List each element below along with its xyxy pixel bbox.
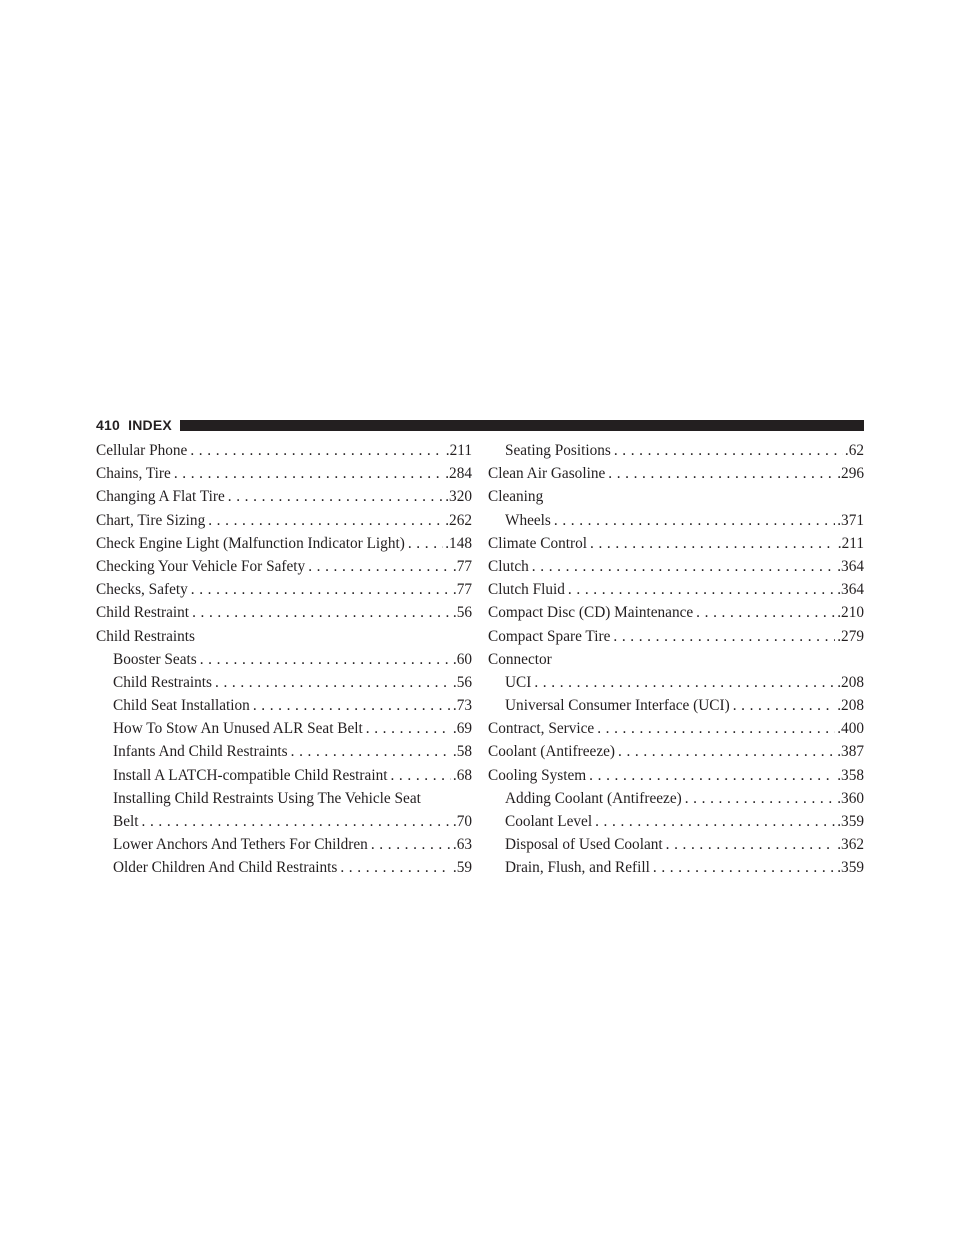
index-term: Child Restraint xyxy=(96,604,190,622)
index-page-ref: .208 xyxy=(837,673,864,691)
index-subentry xyxy=(96,694,472,717)
index-term: Coolant Level xyxy=(505,813,593,830)
index-term: Contract, Service xyxy=(488,720,595,738)
index-page-ref: .359 xyxy=(837,813,864,830)
index-term: Belt xyxy=(113,813,139,830)
index-term: Child Seat Installation xyxy=(113,697,250,715)
index-page-ref: .400 xyxy=(837,720,864,738)
dot-leader xyxy=(174,462,443,485)
index-entry xyxy=(96,462,472,485)
dot-leader xyxy=(215,671,451,694)
index-subentry xyxy=(488,810,864,833)
page-header-label xyxy=(96,417,172,433)
dot-leader xyxy=(408,532,443,555)
index-entry xyxy=(488,578,864,601)
dot-leader xyxy=(568,578,835,601)
index-page-ref: .210 xyxy=(837,604,864,622)
index-entry xyxy=(96,509,472,532)
index-term: Cleaning xyxy=(488,488,544,506)
dot-leader xyxy=(340,856,451,879)
index-page-ref: .56 xyxy=(452,673,472,691)
dot-leader xyxy=(371,833,451,856)
index-term: Changing A Flat Tire xyxy=(96,488,225,506)
index-page-ref: .211 xyxy=(837,534,864,552)
index-term: Climate Control xyxy=(488,534,587,552)
dot-leader xyxy=(685,787,836,810)
index-term: Check Engine Light (Malfunction Indicator Light) xyxy=(96,534,405,552)
dot-leader xyxy=(142,810,451,833)
index-subentry xyxy=(96,810,472,833)
index-term: Chart, Tire Sizing xyxy=(96,511,206,529)
index-term: Installing Child Restraints Using The Vehicle Seat xyxy=(113,789,421,807)
index-term: Wheels xyxy=(505,511,551,529)
dot-leader xyxy=(308,555,451,578)
dot-leader xyxy=(366,717,451,740)
index-page-ref: .364 xyxy=(837,557,864,575)
index-page-ref: .73 xyxy=(452,697,472,715)
index-subentry xyxy=(488,694,864,717)
index-page-ref: .359 xyxy=(837,859,864,877)
index-term: Seating Positions xyxy=(505,442,611,459)
index-page-ref: .58 xyxy=(452,743,472,761)
index-term: UCI xyxy=(505,673,532,691)
index-entry xyxy=(488,601,864,624)
dot-leader xyxy=(614,439,843,462)
index-column-left xyxy=(96,439,472,880)
index-subentry xyxy=(96,856,472,879)
index-page-ref: .63 xyxy=(452,836,472,854)
index-term: Checking Your Vehicle For Safety xyxy=(96,557,306,575)
dot-leader xyxy=(291,740,451,763)
index-subentry xyxy=(488,833,864,856)
index-page-ref: .77 xyxy=(452,557,472,575)
index-term: Compact Spare Tire xyxy=(488,627,611,645)
index-term: Drain, Flush, and Refill xyxy=(505,859,650,877)
index-subentry xyxy=(488,439,864,462)
index-entry xyxy=(96,532,472,555)
index-entry xyxy=(96,578,472,601)
index-page-ref: .69 xyxy=(452,720,472,738)
index-entry xyxy=(488,462,864,485)
index-term: Clutch xyxy=(488,557,529,575)
index-page-ref: .279 xyxy=(837,627,864,645)
index-subentry xyxy=(488,856,864,879)
index-page-ref: .387 xyxy=(837,743,864,761)
dot-leader xyxy=(653,856,835,879)
index-page-ref: .364 xyxy=(837,581,864,599)
dot-leader xyxy=(192,601,451,624)
index-page-ref: .56 xyxy=(452,604,472,622)
index-page-ref: .262 xyxy=(445,511,472,529)
index-column-right xyxy=(488,439,864,880)
dot-leader xyxy=(191,578,451,601)
index-subentry xyxy=(96,833,472,856)
dot-leader xyxy=(590,532,836,555)
dot-leader xyxy=(618,740,835,763)
dot-leader xyxy=(228,485,443,508)
index-subentry xyxy=(96,717,472,740)
section-title: INDEX xyxy=(128,417,172,433)
index-term: Infants And Child Restraints xyxy=(113,743,288,761)
dot-leader xyxy=(595,810,835,833)
index-term: Checks, Safety xyxy=(96,581,188,599)
index-term: Disposal of Used Coolant xyxy=(505,836,663,854)
index-page-ref: .60 xyxy=(452,650,472,668)
index-term: Clutch Fluid xyxy=(488,581,565,599)
index-subentry xyxy=(96,787,472,810)
index-term: Compact Disc (CD) Maintenance xyxy=(488,604,694,622)
index-page-ref: .320 xyxy=(445,488,472,506)
index-entry xyxy=(488,625,864,648)
index-page-ref: .62 xyxy=(844,442,864,459)
page-header xyxy=(96,415,864,435)
dot-leader xyxy=(608,462,835,485)
index-entry xyxy=(96,485,472,508)
index-term: Cooling System xyxy=(488,766,587,784)
index-page-ref: .211 xyxy=(445,442,472,459)
index-entry xyxy=(96,625,472,648)
index-term: Connector xyxy=(488,650,552,668)
dot-leader xyxy=(208,509,443,532)
index-page-ref: .362 xyxy=(837,836,864,854)
index-term: Chains, Tire xyxy=(96,465,171,483)
index-page-ref: .77 xyxy=(452,581,472,599)
index-page-ref: .296 xyxy=(837,465,864,483)
index-entry xyxy=(96,439,472,462)
index-term: Lower Anchors And Tethers For Children xyxy=(113,836,368,854)
index-page-ref: .358 xyxy=(837,766,864,784)
dot-leader xyxy=(253,694,451,717)
index-subentry xyxy=(488,509,864,532)
dot-leader xyxy=(597,717,835,740)
index-subentry xyxy=(96,764,472,787)
index-subentry xyxy=(96,740,472,763)
dot-leader xyxy=(666,833,836,856)
index-term: Universal Consumer Interface (UCI) xyxy=(505,697,730,715)
index-page-ref: .371 xyxy=(837,511,864,529)
index-page-ref: .70 xyxy=(452,813,472,830)
index-entry xyxy=(488,485,864,508)
index-term: How To Stow An Unused ALR Seat Belt xyxy=(113,720,363,738)
index-term: Child Restraints xyxy=(113,673,213,691)
index-page-ref: .208 xyxy=(837,697,864,715)
dot-leader xyxy=(613,625,835,648)
index-entry xyxy=(488,648,864,671)
dot-leader xyxy=(554,509,835,532)
dot-leader xyxy=(696,601,835,624)
dot-leader xyxy=(589,764,835,787)
index-entry xyxy=(488,740,864,763)
dot-leader xyxy=(733,694,836,717)
index-term: Install A LATCH-compatible Child Restraint xyxy=(113,766,388,784)
index-entry xyxy=(96,601,472,624)
dot-leader xyxy=(534,671,835,694)
index-term: Booster Seats xyxy=(113,650,197,668)
dot-leader xyxy=(200,648,451,671)
header-rule xyxy=(180,420,864,431)
index-term: Adding Coolant (Antifreeze) xyxy=(505,789,682,807)
dot-leader xyxy=(190,439,443,462)
index-term: Child Restraints xyxy=(96,627,196,645)
page-number: 410 xyxy=(96,417,120,433)
index-term: Coolant (Antifreeze) xyxy=(488,743,615,761)
dot-leader xyxy=(532,555,835,578)
index-subentry xyxy=(488,787,864,810)
index-entry xyxy=(488,532,864,555)
index-term: Older Children And Child Restraints xyxy=(113,859,338,877)
dot-leader xyxy=(390,764,450,787)
index-subentry xyxy=(96,671,472,694)
index-entry xyxy=(488,555,864,578)
index-page-ref: .68 xyxy=(452,766,472,784)
index-subentry xyxy=(488,671,864,694)
index-page-ref: .59 xyxy=(452,859,472,877)
index-page-ref: .148 xyxy=(445,534,472,552)
index-subentry xyxy=(96,648,472,671)
index-entry xyxy=(488,764,864,787)
index-term: Clean Air Gasoline xyxy=(488,465,606,483)
index-page-ref: .360 xyxy=(837,789,864,807)
index-term: Cellular Phone xyxy=(96,442,188,459)
index-entry xyxy=(488,717,864,740)
index-page-ref: .284 xyxy=(445,465,472,483)
index-entry xyxy=(96,555,472,578)
